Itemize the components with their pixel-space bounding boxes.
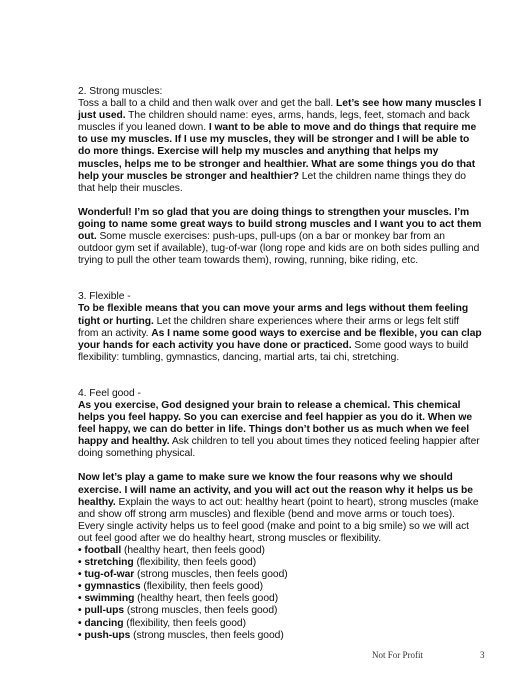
bullet-marker: • xyxy=(78,569,82,581)
section-strong-muscles xyxy=(78,86,482,267)
bullet-marker: • xyxy=(78,605,82,617)
document-page xyxy=(78,86,482,642)
bold-run: I want to be able to move and do things that require me to use my muscles. If I use my muscles, they will be stronger and I will be able to do more things. Exercise will help my muscles and anything that helps my muscles, helps me to be stronger and healthier. What are some things you do that help your muscles be stronger and healthier? xyxy=(78,122,477,182)
activity-name: pull-ups xyxy=(84,605,125,617)
activity-desc: (flexibility, then feels good) xyxy=(133,557,257,569)
activity-name: football xyxy=(84,545,122,556)
list-item xyxy=(78,593,482,605)
section-feel-good xyxy=(78,388,482,642)
text-run: Let the children name things they do that help their muscles. xyxy=(78,170,466,194)
bold-run: Now let’s play a game to make sure we know the four reasons why we should exercise. I will name an activity, and you will act out the reason why it helps us be healthy. xyxy=(78,472,473,508)
activity-list xyxy=(78,545,482,642)
activity-desc: (flexibility, then feels good) xyxy=(140,581,264,593)
section-heading: 3. Flexible - xyxy=(78,291,131,303)
bold-run: As I name some good ways to exercise and be flexible, you can clap your hands for each activity you have done or practiced. xyxy=(78,327,482,351)
page-footer xyxy=(372,650,492,660)
activity-desc: (strong muscles, then feels good) xyxy=(134,569,288,581)
activity-name: push-ups xyxy=(84,629,131,641)
bullet-marker: • xyxy=(78,581,82,593)
section-flexible xyxy=(78,291,482,364)
text-run: Ask children to tell you about times they noticed feeling happier after doing something physical. xyxy=(78,436,480,460)
list-item xyxy=(78,545,482,557)
text-run: Let the children share experiences where their arms or legs felt stiff from an activity. xyxy=(78,315,460,339)
list-item xyxy=(78,605,482,617)
activity-desc: (flexibility, then feels good) xyxy=(123,617,246,629)
paragraph xyxy=(78,207,482,267)
bullet-marker: • xyxy=(78,593,82,605)
activity-name: tug-of-war xyxy=(84,569,135,581)
bullet-marker: • xyxy=(78,557,82,569)
activity-desc: (healthy heart, then feels good) xyxy=(121,545,265,556)
bullet-marker: • xyxy=(78,629,82,641)
bold-run: Let’s see how many muscles I just used. xyxy=(78,98,482,122)
text-run: Some muscle exercises: push-ups, pull-ups (on a bar or monkey bar from an outdoor gym set if available), tug-of-war (long rope and kids are on both sides pulling and trying to pull the other team towards them), rowing, running, bike riding, etc. xyxy=(78,231,480,267)
activity-desc: (strong muscles, then feels good) xyxy=(124,605,278,617)
text-run: Some good ways to build flexibility: tumbling, gymnastics, dancing, martial arts, tai chi, stretching. xyxy=(78,339,469,363)
activity-desc: (strong muscles, then feels good) xyxy=(130,629,284,641)
activity-name: stretching xyxy=(84,557,134,569)
activity-desc: (healthy heart, then feels good) xyxy=(134,593,279,605)
text-run: Toss a ball to a child and then walk over and get the ball. xyxy=(78,98,337,110)
page-number: 3 xyxy=(480,650,485,660)
bold-run: To be flexible means that you can move your arms and legs without them feeling tight or hurting. xyxy=(78,303,469,327)
paragraph xyxy=(78,400,482,460)
activity-name: swimming xyxy=(84,593,135,605)
activity-name: gymnastics xyxy=(84,581,141,593)
paragraph xyxy=(78,472,482,545)
text-run: Explain the ways to act out: healthy heart (point to heart), strong muscles (make and show off strong arm muscles) and flexible (bend and move arms or touch toes). Every single activity helps us to feel good (make and point to a big smile) so we will act out feel good after we do healthy heart, strong muscles or flexibility. xyxy=(78,496,479,544)
list-item xyxy=(78,618,482,630)
paragraph xyxy=(78,303,482,363)
paragraph xyxy=(78,98,482,195)
section-heading: 2. Strong muscles: xyxy=(78,86,163,97)
footer-label: Not For Profit xyxy=(372,650,424,660)
activity-name: dancing xyxy=(84,617,124,629)
list-item xyxy=(78,630,482,642)
list-item xyxy=(78,569,482,581)
list-item xyxy=(78,557,482,569)
bullet-marker: • xyxy=(78,545,82,556)
bold-run: Wonderful! I’m so glad that you are doing things to strengthen your muscles. I’m going to name some great ways to build strong muscles and I want you to act them out. xyxy=(78,206,482,243)
bold-run: As you exercise, God designed your brain to release a chemical. This chemical helps you feel happy. So you can exercise and feel happier as you do it. When we feel happy, we can do better in life. Things don’t bother us as much when we feel happy and healthy. xyxy=(78,399,473,448)
section-heading: 4. Feel good - xyxy=(78,387,141,399)
bullet-marker: • xyxy=(78,617,82,629)
list-item xyxy=(78,581,482,593)
text-run: The children should name: eyes, arms, hands, legs, feet, stomach and back muscles if you leaned down. xyxy=(78,110,470,134)
